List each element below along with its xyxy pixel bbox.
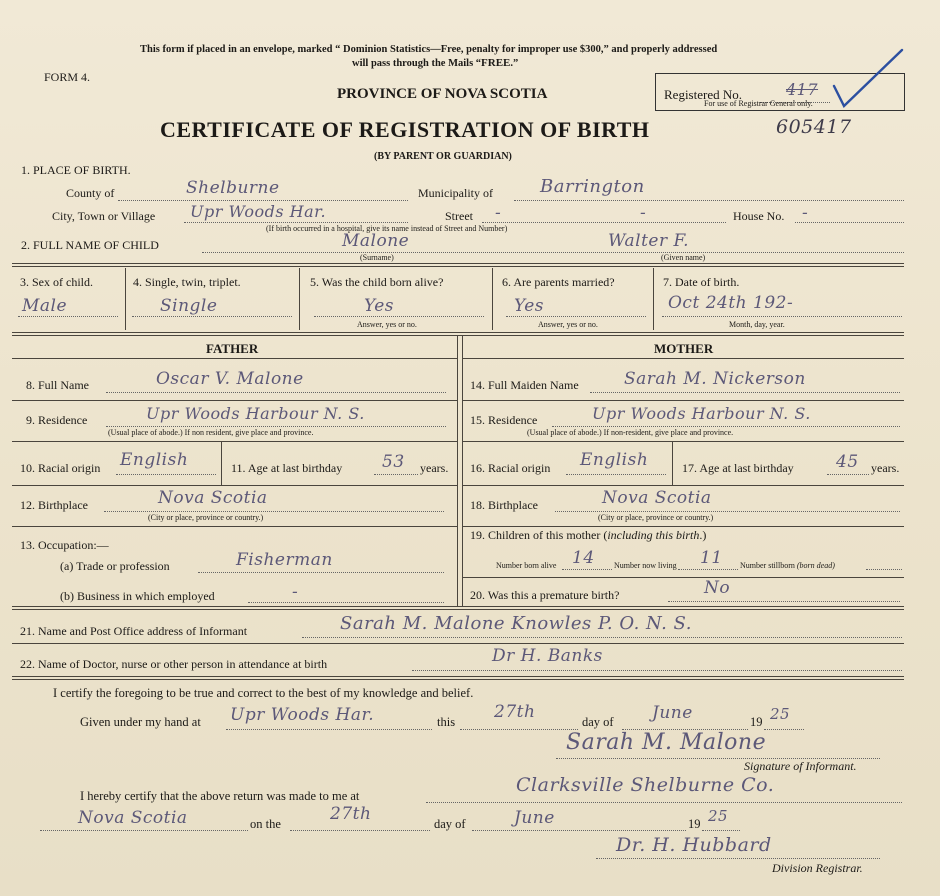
registrar-day-of-label: day of — [434, 817, 466, 831]
registrar-place-value: Clarksville Shelburne Co. — [516, 774, 775, 796]
father-residence-caption: (Usual place of abode.) If non resident, give place and province. — [108, 428, 314, 437]
mail-notice: This form if placed in an envelope, marked “ Dominion Statistics—Free, penalty for improper use $300,” and properly addressed — [140, 44, 718, 55]
county-value: Shelburne — [186, 178, 280, 198]
registrar-statement: I hereby certify that the above return was made to me at — [80, 789, 360, 803]
place-of-birth-label: 1. PLACE OF BIRTH. — [21, 163, 131, 177]
occupation-label: 13. Occupation:— — [20, 538, 109, 552]
form-number: FORM 4. — [44, 70, 91, 84]
mother-birthplace-caption: (City or place, province or country.) — [598, 513, 714, 522]
plurality-value: Single — [160, 296, 218, 316]
mother-residence-caption: (Usual place of abode.) If non-resident, give place and province. — [527, 428, 734, 437]
born-alive-label: 5. Was the child born alive? — [310, 275, 444, 289]
house-label: House No. — [733, 209, 785, 223]
registrar-year-value: 25 — [708, 807, 729, 825]
informant-value: Sarah M. Malone Knowles P. O. N. S. — [340, 613, 692, 634]
cert-year-prefix: 19 — [750, 715, 763, 729]
child-surname-value: Malone — [342, 231, 410, 251]
trade-value: Fisherman — [236, 550, 333, 570]
surname-caption: (Surname) — [360, 253, 394, 262]
dob-caption: Month, day, year. — [729, 320, 785, 329]
city-value: Upr Woods Har. — [190, 202, 327, 221]
business-label: (b) Business in which employed — [60, 589, 215, 603]
now-living-label: Number now living — [614, 561, 677, 570]
given-at-value: Upr Woods Har. — [230, 705, 375, 725]
father-residence-label: 9. Residence — [26, 413, 88, 427]
house-value: - — [802, 203, 809, 223]
mother-residence-label: 15. Residence — [470, 413, 538, 427]
father-birthplace-label: 12. Birthplace — [20, 498, 88, 512]
father-residence-value: Upr Woods Harbour N. S. — [146, 404, 365, 423]
born-alive-count-label: Number born alive — [496, 561, 557, 570]
dob-label: 7. Date of birth. — [663, 275, 740, 289]
registrar-caption: Division Registrar. — [772, 861, 863, 875]
father-heading: FATHER — [206, 341, 259, 356]
cert-day-value: 27th — [494, 702, 536, 722]
this-label: this — [437, 715, 456, 729]
registrar-day-value: 27th — [330, 804, 372, 824]
informant-signature-caption: Signature of Informant. — [744, 759, 857, 773]
born-alive-count-value: 14 — [572, 548, 595, 568]
province-name: PROVINCE OF NOVA SCOTIA — [337, 86, 548, 102]
premature-label: 20. Was this a premature birth? — [470, 588, 620, 602]
premature-value: No — [704, 578, 731, 598]
city-label: City, Town or Village — [52, 209, 156, 223]
checkmark-icon — [830, 46, 906, 110]
sex-label: 3. Sex of child. — [20, 275, 93, 289]
county-label: County of — [66, 186, 115, 200]
mother-age-unit: years. — [871, 461, 900, 475]
informant-label: 21. Name and Post Office address of Informant — [20, 624, 248, 638]
registrar-signature: Dr. H. Hubbard — [616, 834, 772, 856]
father-racial-value: English — [120, 450, 189, 470]
mother-heading: MOTHER — [654, 341, 714, 356]
father-name-value: Oscar V. Malone — [156, 369, 304, 389]
street-value-2: - — [640, 203, 647, 223]
mother-birthplace-value: Nova Scotia — [602, 488, 712, 508]
father-name-label: 8. Full Name — [26, 378, 89, 392]
mother-residence-value: Upr Woods Harbour N. S. — [592, 404, 811, 423]
certificate-subtitle: (BY PARENT OR GUARDIAN) — [374, 151, 512, 162]
parents-married-value: Yes — [514, 296, 545, 316]
mother-age-label: 17. Age at last birthday — [682, 461, 794, 475]
street-value: - — [495, 203, 502, 223]
cert-month-value: June — [652, 703, 693, 723]
parents-married-label: 6. Are parents married? — [502, 275, 615, 289]
mother-racial-label: 16. Racial origin — [470, 461, 551, 475]
cert-day-of-label: day of — [582, 715, 614, 729]
now-living-value: 11 — [700, 548, 723, 568]
stillborn-label: Number stillborn (born dead) — [740, 561, 835, 570]
registered-label: Registered No. — [664, 87, 742, 102]
born-alive-value: Yes — [364, 296, 395, 316]
mother-maiden-value: Sarah M. Nickerson — [624, 369, 806, 389]
certificate-title: CERTIFICATE OF REGISTRATION OF BIRTH — [160, 117, 650, 142]
father-age-value: 53 — [382, 452, 405, 472]
registrar-month-value: June — [514, 808, 555, 828]
born-alive-caption: Answer, yes or no. — [357, 320, 417, 329]
municipality-value: Barrington — [540, 176, 645, 197]
informant-signature: Sarah M. Malone — [566, 730, 767, 755]
trade-label: (a) Trade or profession — [60, 559, 170, 573]
children-label: 19. Children of this mother (including this birth.) — [470, 528, 707, 542]
plurality-label: 4. Single, twin, triplet. — [133, 275, 241, 289]
child-given-value: Walter F. — [608, 231, 690, 251]
parents-married-caption: Answer, yes or no. — [538, 320, 598, 329]
mother-racial-value: English — [580, 450, 649, 470]
father-age-unit: years. — [420, 461, 449, 475]
father-birthplace-value: Nova Scotia — [158, 488, 268, 508]
mail-notice-2: will pass through the Mails “FREE.” — [352, 57, 519, 69]
municipality-label: Municipality of — [418, 186, 493, 200]
doctor-value: Dr H. Banks — [492, 646, 603, 666]
hospital-note: (If birth occurred in a hospital, give its name instead of Street and Number) — [266, 224, 508, 233]
certification-statement: I certify the foregoing to be true and correct to the best of my knowledge and belief. — [53, 686, 474, 700]
street-label: Street — [445, 209, 473, 223]
cert-year-value: 25 — [770, 705, 791, 723]
registrar-province-value: Nova Scotia — [78, 808, 188, 828]
mother-birthplace-label: 18. Birthplace — [470, 498, 538, 512]
business-value: - — [292, 582, 299, 602]
registrar-on-the-label: on the — [250, 817, 281, 831]
child-name-label: 2. FULL NAME OF CHILD — [21, 238, 159, 252]
registrar-year-prefix: 19 — [688, 817, 701, 831]
registrar-note: For use of Registrar General only. — [704, 99, 813, 108]
father-age-label: 11. Age at last birthday — [231, 461, 343, 475]
registered-value: 417 — [786, 80, 819, 99]
doctor-label: 22. Name of Doctor, nurse or other person in attendance at birth — [20, 657, 328, 671]
mother-maiden-label: 14. Full Maiden Name — [470, 378, 579, 392]
given-at-label: Given under my hand at — [80, 715, 201, 729]
certificate-number: 605417 — [776, 116, 852, 138]
given-caption: (Given name) — [661, 253, 706, 262]
mother-age-value: 45 — [836, 452, 859, 472]
sex-value: Male — [22, 296, 68, 316]
father-birthplace-caption: (City or place, province or country.) — [148, 513, 264, 522]
father-racial-label: 10. Racial origin — [20, 461, 101, 475]
dob-value: Oct 24th 192- — [668, 293, 794, 313]
